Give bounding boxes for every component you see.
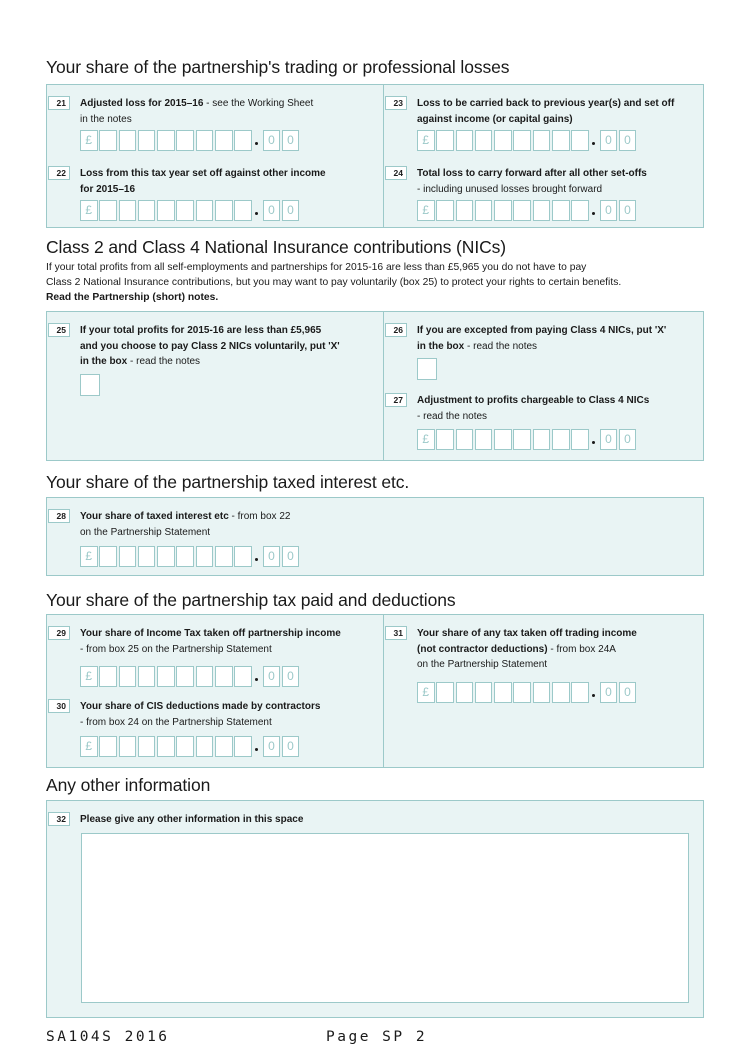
digit-cell: [196, 666, 214, 687]
decimal-point: [254, 130, 260, 151]
pence-cell: 0: [282, 736, 300, 757]
box-number: 26: [385, 323, 407, 337]
digit-cell: [215, 200, 233, 221]
pence-cell: 0: [282, 200, 300, 221]
digit-cell: [157, 666, 175, 687]
digit-cell: [215, 546, 233, 567]
interest-panel: [46, 497, 704, 576]
x-checkbox-26[interactable]: [417, 358, 437, 380]
digit-cell: [119, 130, 137, 151]
amount-field-27[interactable]: [417, 428, 638, 450]
box-number: 25: [48, 323, 70, 337]
digit-cell: [571, 682, 589, 703]
amount-field-29[interactable]: [80, 665, 301, 687]
other-info-panel: [46, 800, 704, 1018]
pence-cell: 0: [263, 200, 281, 221]
nics-panel: [46, 311, 704, 461]
digit-cell: [196, 200, 214, 221]
digit-cell: [99, 546, 117, 567]
digit-cell: [475, 130, 493, 151]
decimal-point: [254, 666, 260, 687]
digit-cell: [215, 736, 233, 757]
digit-cell: [157, 130, 175, 151]
decimal-point: [254, 200, 260, 221]
digit-cell: [99, 736, 117, 757]
box-number: 30: [48, 699, 70, 713]
digit-cell: [215, 130, 233, 151]
decimal-point: [591, 200, 597, 221]
pence-cell: 0: [600, 429, 618, 450]
section-heading-other: Any other information: [46, 775, 211, 795]
digit-cell: [99, 130, 117, 151]
digit-cell: [571, 130, 589, 151]
digit-cell: [533, 200, 551, 221]
digit-cell: [138, 130, 156, 151]
tax-paid-panel: [46, 614, 704, 768]
digit-cell: [176, 736, 194, 757]
digit-cell: [571, 200, 589, 221]
amount-field-31[interactable]: [417, 681, 638, 703]
pence-cell: 0: [263, 736, 281, 757]
digit-cell: [513, 429, 531, 450]
digit-cell: [234, 546, 252, 567]
digit-cell: [456, 200, 474, 221]
digit-cell: [234, 200, 252, 221]
digit-cell: [436, 200, 454, 221]
currency-cell: £: [417, 429, 435, 450]
amount-field-24[interactable]: [417, 199, 638, 221]
pence-cell: 0: [263, 666, 281, 687]
digit-cell: [138, 666, 156, 687]
digit-cell: [513, 130, 531, 151]
digit-cell: [119, 200, 137, 221]
pence-cell: 0: [600, 200, 618, 221]
pence-cell: 0: [619, 682, 637, 703]
pence-cell: 0: [600, 682, 618, 703]
box-number: 32: [48, 812, 70, 826]
currency-cell: £: [80, 546, 98, 567]
digit-cell: [436, 130, 454, 151]
currency-cell: £: [417, 200, 435, 221]
section-heading-tax-paid: Your share of the partnership tax paid and deductions: [46, 590, 456, 610]
digit-cell: [475, 200, 493, 221]
digit-cell: [176, 200, 194, 221]
decimal-point: [254, 546, 260, 567]
form-id: SA104S 2016: [46, 1029, 170, 1045]
box-28-label: Your share of taxed interest etc - from box 22 on the Partnership Statement: [80, 511, 291, 538]
digit-cell: [456, 682, 474, 703]
section-heading-interest: Your share of the partnership taxed interest etc.: [46, 472, 410, 492]
currency-cell: £: [417, 130, 435, 151]
digit-cell: [196, 546, 214, 567]
digit-cell: [176, 666, 194, 687]
digit-cell: [138, 546, 156, 567]
digit-cell: [456, 130, 474, 151]
digit-cell: [494, 130, 512, 151]
digit-cell: [215, 666, 233, 687]
digit-cell: [119, 736, 137, 757]
box-27-label: Adjustment to profits chargeable to Class 4 NICs - read the notes: [417, 395, 650, 422]
digit-cell: [119, 546, 137, 567]
digit-cell: [176, 130, 194, 151]
digit-cell: [196, 130, 214, 151]
box-24-label: Total loss to carry forward after all other set-offs - including unused losses brought forward: [417, 168, 647, 195]
pence-cell: 0: [263, 130, 281, 151]
box-32-label: Please give any other information in this space: [80, 814, 304, 825]
pence-cell: 0: [619, 429, 637, 450]
digit-cell: [157, 546, 175, 567]
amount-field-23[interactable]: [417, 129, 638, 151]
digit-cell: [436, 682, 454, 703]
pence-cell: 0: [263, 546, 281, 567]
box-number: 28: [48, 509, 70, 523]
digit-cell: [552, 200, 570, 221]
box-23-label: Loss to be carried back to previous year(s) and set off against income (or capital gains): [417, 98, 675, 125]
box-number: 27: [385, 393, 407, 407]
losses-panel: [46, 84, 704, 228]
digit-cell: [513, 200, 531, 221]
page-number: Page SP 2: [326, 1029, 428, 1045]
digit-cell: [475, 682, 493, 703]
amount-field-22[interactable]: [80, 199, 301, 221]
currency-cell: £: [80, 200, 98, 221]
digit-cell: [119, 666, 137, 687]
digit-cell: [533, 682, 551, 703]
nics-intro: If your total profits from all self-employments and partnerships for 2015-16 are less than £5,965 you do not have to pay Class 2 National Insurance contributions, but you may want to pay voluntarily (box 25) to protect your rights to certain benefits. Read the Partnership (short) notes.: [46, 262, 622, 303]
panel-divider: [383, 85, 384, 227]
box-number: 21: [48, 96, 70, 110]
digit-cell: [99, 666, 117, 687]
box-25-label: If your total profits for 2015-16 are less than £5,965 and you choose to pay Class 2 NICs voluntarily, put 'X' in the box - read the notes: [80, 325, 340, 367]
digit-cell: [157, 736, 175, 757]
box-31-label: Your share of any tax taken off trading income (not contractor deductions) - from box 24A on the Partnership Statement: [417, 628, 637, 670]
pence-cell: 0: [282, 666, 300, 687]
other-information-textarea[interactable]: [81, 833, 689, 1003]
amount-field-30[interactable]: [80, 735, 301, 757]
box-number: 22: [48, 166, 70, 180]
currency-cell: £: [80, 130, 98, 151]
digit-cell: [552, 130, 570, 151]
amount-field-21[interactable]: [80, 129, 301, 151]
digit-cell: [513, 682, 531, 703]
pence-cell: 0: [619, 130, 637, 151]
pence-cell: 0: [600, 130, 618, 151]
decimal-point: [591, 682, 597, 703]
decimal-point: [591, 130, 597, 151]
digit-cell: [571, 429, 589, 450]
currency-cell: £: [417, 682, 435, 703]
box-29-label: Your share of Income Tax taken off partnership income - from box 25 on the Partnership Statement: [80, 628, 341, 655]
digit-cell: [552, 682, 570, 703]
box-number: 24: [385, 166, 407, 180]
box-number: 31: [385, 626, 407, 640]
box-22-label: Loss from this tax year set off against other income for 2015–16: [80, 168, 326, 195]
digit-cell: [436, 429, 454, 450]
digit-cell: [234, 736, 252, 757]
digit-cell: [533, 130, 551, 151]
decimal-point: [591, 429, 597, 450]
box-number: 29: [48, 626, 70, 640]
section-heading-nics: Class 2 and Class 4 National Insurance contributions (NICs): [46, 237, 507, 257]
decimal-point: [254, 736, 260, 757]
digit-cell: [494, 682, 512, 703]
digit-cell: [138, 736, 156, 757]
digit-cell: [157, 200, 175, 221]
pence-cell: 0: [282, 546, 300, 567]
digit-cell: [533, 429, 551, 450]
x-checkbox-25[interactable]: [80, 374, 100, 396]
digit-cell: [138, 200, 156, 221]
panel-divider: [383, 615, 384, 767]
digit-cell: [99, 200, 117, 221]
box-26-label: If you are excepted from paying Class 4 NICs, put 'X' in the box - read the notes: [417, 325, 667, 352]
digit-cell: [494, 429, 512, 450]
section-heading-losses: Your share of the partnership's trading or professional losses: [46, 57, 510, 77]
digit-cell: [475, 429, 493, 450]
digit-cell: [196, 736, 214, 757]
pence-cell: 0: [282, 130, 300, 151]
digit-cell: [234, 666, 252, 687]
digit-cell: [552, 429, 570, 450]
box-number: 23: [385, 96, 407, 110]
box-21-label: Adjusted loss for 2015–16 - see the Working Sheet in the notes: [80, 98, 314, 125]
digit-cell: [176, 546, 194, 567]
currency-cell: £: [80, 666, 98, 687]
panel-divider: [383, 312, 384, 460]
pence-cell: 0: [619, 200, 637, 221]
amount-field-28[interactable]: [80, 545, 301, 567]
currency-cell: £: [80, 736, 98, 757]
box-30-label: Your share of CIS deductions made by contractors - from box 24 on the Partnership Statement: [80, 701, 321, 728]
digit-cell: [234, 130, 252, 151]
digit-cell: [456, 429, 474, 450]
digit-cell: [494, 200, 512, 221]
